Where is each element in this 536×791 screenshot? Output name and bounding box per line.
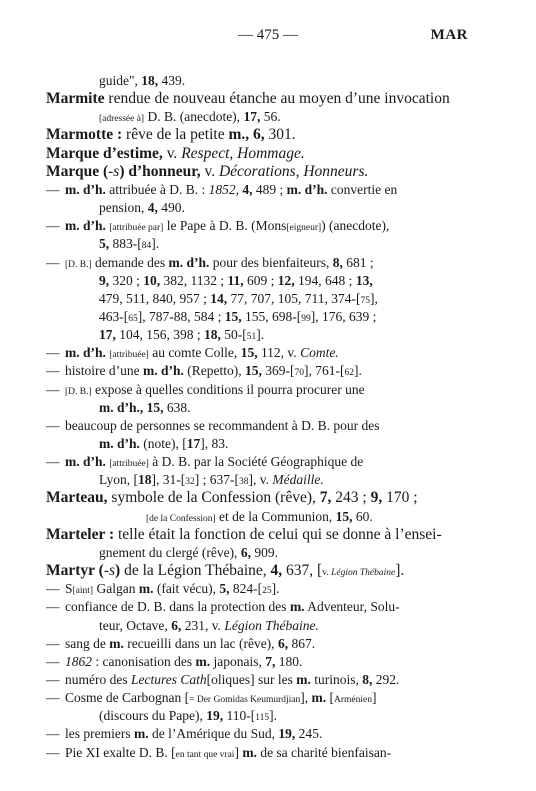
text-segment: Marmotte : [46,126,123,144]
text-segment: ], 31-[ [151,472,186,488]
text-segment: 382, 1132 ; [160,272,228,288]
continuation-line [99,617,319,634]
text-segment: à D. B. par la Société Géographique de [148,454,364,470]
em-dash: — [46,417,60,433]
em-dash: — [46,726,60,742]
text-segment: 609 ; [243,272,278,288]
text-segment: ]. [271,581,280,597]
text-segment: pour des bienfaiteurs, [209,254,333,270]
text-segment: 301. [264,126,296,144]
text-segment: Marteau, [46,489,108,507]
em-dash: — [46,363,60,379]
text-segment: m. d’h., [99,399,144,415]
text-segment: 32 [185,477,195,488]
text-segment: ]. [353,363,362,379]
continuation-line [99,199,185,216]
subentry-line [46,580,280,600]
text-segment: 231, v. [181,617,225,633]
text-segment: 56. [260,109,281,125]
continuation-line [99,108,281,128]
subentry-line [46,254,374,274]
text-segment: 15, [335,508,353,524]
continuation-line [99,272,373,289]
subentry-line [46,635,315,652]
text-segment: 9, [99,272,110,288]
text-segment: Lectures Cath [130,671,207,687]
text-segment: histoire d’une [65,363,143,379]
text-segment: turinois, [310,671,363,687]
headword-line [46,126,296,143]
text-segment: [adressée à] [99,114,145,125]
running-head: MAR [430,27,468,43]
text-segment: Adventeur, Solu- [304,599,400,615]
text-segment: ) (anecdote), [321,218,390,234]
text-segment: 245. [295,726,323,742]
text-segment: 170 ; [382,489,418,507]
text-segment: le Pape à D. B. (Mons [163,218,287,234]
text-segment: 12, [277,272,295,288]
text-segment: 50-[ [220,327,247,343]
continuation-line [99,471,324,491]
text-segment: m. [296,671,311,687]
text-segment: 11, [227,272,244,288]
text-segment: = Der Gomidas Keumurdjian [189,695,301,706]
em-dash: — [46,635,60,651]
text-segment: au comte Colle, [148,345,241,361]
text-segment: m., [228,126,250,144]
text-segment: m. [311,690,327,706]
text-segment: m. [195,653,211,669]
continuation-line [99,707,277,727]
text-segment: ], [370,290,378,306]
text-segment: -s [103,562,116,580]
text-segment: 70 [294,368,304,379]
text-segment: Marmite [46,90,105,108]
text-segment: m. d’h. [65,181,106,197]
text-segment: Médaille. [272,472,324,488]
text-segment: teur, Octave, [99,617,172,633]
text-segment: Légion Thébaine [331,568,396,579]
text-segment: 19, [278,726,296,742]
text-segment: les premiers [65,726,134,742]
text-segment: 681 ; [342,254,374,270]
text-segment: 1852, [208,181,239,197]
text-segment: -s [108,162,120,180]
text-segment: 369-[ [261,363,295,379]
text-segment: et de la Communion, [215,508,336,524]
text-segment: Comte. [300,345,339,361]
text-segment: guide", [99,73,142,88]
em-dash: — [46,218,60,234]
subentry-line [46,453,363,473]
headword-line [46,163,368,180]
text-segment: [oliques] [206,671,255,687]
text-segment: 51 [246,332,257,343]
text-segment: 6, [171,617,182,633]
text-segment: : canonisation des [92,653,196,669]
text-segment: de l’Amérique du Sud, [148,726,279,742]
text-segment: 292. [372,671,400,687]
text-segment: 243 ; [331,489,371,507]
text-segment: 479, 511, 840, 957 ; [99,290,211,306]
text-segment: recueilli dans un lac (rêve), [123,635,278,651]
text-segment: 8, [332,254,343,270]
text-segment: [ [326,690,335,706]
text-segment: Galgan [93,581,139,597]
text-segment: ]. [151,236,160,252]
text-segment: confiance de D. B. dans la protection des [65,599,290,615]
text-segment: ] [372,690,377,706]
text-segment: rêve de la petite [122,126,229,144]
text-segment: 4, [270,562,283,580]
headword-line [46,562,404,582]
text-segment: de sa charité bienfaisan- [256,744,392,760]
text-segment: (note), [ [139,436,187,451]
text-segment: m. [289,599,305,615]
text-segment: 180. [275,653,303,669]
text-segment: 194, 648 ; [294,272,356,288]
em-dash: — [46,599,60,615]
text-segment: 439. [158,73,186,88]
page-number: — 475 — [238,27,298,43]
em-dash: — [46,690,60,706]
text-segment: 110-[ [223,708,256,724]
text-segment: [eigneur] [286,223,322,234]
text-segment: 883-[ [109,236,142,252]
text-segment: ]. [256,327,265,343]
text-segment: 18, [204,327,221,343]
subentry-line [46,725,322,742]
text-segment: 15, [240,345,258,361]
continuation-line [146,508,373,528]
text-segment: 4, [242,181,253,197]
text-segment: 25 [262,586,272,597]
text-segment: telle était la fonction de celui qui se donne à l’ensei- [114,525,442,543]
text-segment: Pie XI exalte D. B. [ [65,744,176,760]
text-segment: 5, [99,236,110,252]
text-segment: m. d’h. [65,345,106,361]
text-segment: m. [109,635,124,651]
text-segment: ]. [269,708,278,724]
text-segment: Légion Thébaine. [224,617,319,633]
text-segment: numéro des [65,671,131,687]
text-segment: 18 [138,472,152,488]
text-segment: 17, [99,327,116,343]
text-segment: expose à quelles conditions il pourra procurer une [91,381,365,397]
text-segment: 13, [355,272,373,288]
text-segment: 155, 698-[ [241,308,302,324]
text-segment: gnement du clergé (rêve), [99,544,241,560]
text-segment: [D. B.] [65,259,92,270]
text-segment: 104, 156, 398 ; [115,327,205,343]
text-segment: 463-[ [99,308,129,324]
text-segment: ], 761-[ [303,363,345,379]
text-segment: Martyr ( [46,562,104,580]
text-segment: 115 [255,713,270,724]
em-dash: — [46,581,60,597]
text-segment: S [65,581,73,597]
text-segment: 637, [ [282,562,323,580]
text-segment: 6, [240,544,251,560]
text-segment: m. [133,726,149,742]
text-segment: (fait vécu), [153,581,220,597]
text-segment: m. d’h. [168,254,210,270]
em-dash: — [46,181,60,197]
text-segment: 6, [277,635,289,651]
subentry-line [46,381,365,401]
continuation-line [99,308,376,328]
em-dash: — [46,744,60,760]
text-segment: 15, [146,399,164,415]
text-segment: 15, [244,363,262,379]
text-segment: m. d’h. [142,363,184,379]
text-segment: ] ; 637-[ [194,472,239,488]
text-segment: Respect, Hommage. [181,144,305,162]
continuation-line [99,290,378,310]
text-segment: v. [322,568,332,579]
text-segment: 15, [224,308,242,324]
text-segment: 112, v. [257,345,301,361]
em-dash: — [46,345,60,361]
text-segment: 18, [141,73,159,88]
text-segment: m. [242,744,257,760]
text-segment: v. [162,144,182,162]
text-segment: 60. [352,508,373,524]
text-segment: ]. [395,562,405,580]
continuation-line [99,544,278,561]
text-segment: 62 [344,368,354,379]
text-segment: m. d’h. [65,454,106,470]
text-segment: japonais, [210,653,266,669]
text-segment: [attribuée] [109,459,149,470]
text-segment: sur les [254,671,297,687]
text-segment: ], 83. [200,436,229,451]
text-segment: m. d’h. [99,436,140,451]
headword-line [46,90,450,107]
text-segment: ], 176, 639 ; [310,308,377,324]
text-segment: v. [200,162,219,180]
text-segment: 10, [143,272,161,288]
text-segment: convertie en [327,181,398,197]
text-segment: rendue de nouveau étanche au moyen d’une invocation [104,90,450,108]
text-segment: 17 [186,436,201,451]
text-segment: 1862 [65,653,92,669]
text-segment: de la Légion Thébaine, [120,562,271,580]
text-segment: 6, [253,126,265,144]
text-segment: 320 ; [109,272,144,288]
em-dash: — [46,454,60,470]
text-segment: ) d’honneur, [119,162,201,180]
continuation-line [99,326,264,346]
text-segment: [D. B.] [65,386,92,397]
text-segment: 17, [243,109,261,125]
subentry-line [46,181,397,198]
text-segment: 5, [219,581,230,597]
text-segment: 19, [206,708,224,724]
text-segment: ], v. [248,472,273,488]
em-dash: — [46,653,60,669]
text-segment: 75 [360,295,370,306]
subentry-line [46,671,399,688]
text-segment: ], 787-88, 584 ; [137,308,225,324]
text-segment: beaucoup de personnes se recommandent à D. B. pour des [65,417,380,433]
text-segment: D. B. (anecdote), [144,109,244,125]
text-segment: m. [138,581,154,597]
subentry-line [46,744,391,764]
text-segment: 84 [141,241,152,252]
text-segment: ], [300,690,312,706]
headword-line [46,526,442,543]
subentry-line [46,417,380,434]
subentry-line [46,689,377,709]
continuation-line [99,399,191,416]
text-segment: (Repetto), [183,363,245,379]
subentry-line [46,362,362,382]
text-segment: Cosme de Carbognan [ [65,690,190,706]
continuation-line [99,72,185,89]
text-segment: [attribuée] [109,350,149,361]
text-segment: Arménien [334,695,373,706]
text-segment: 8, [362,671,373,687]
text-segment: 38 [239,477,249,488]
text-segment: 4, [147,200,158,216]
text-segment: 909. [250,544,278,560]
text-segment: Marque d’estime, [46,144,163,162]
text-segment: 490. [157,200,185,216]
subentry-line [46,344,339,364]
text-segment: m. d’h. [286,181,328,197]
text-segment: [de la Confession] [146,513,216,524]
headword-line [46,489,418,506]
text-segment: 99 [301,313,311,324]
text-segment: en tant que vrai [175,749,235,760]
text-segment: attribuée à D. B. : [105,181,209,197]
text-segment: (discours du Pape), [99,708,207,724]
text-segment: Lyon, [ [99,472,138,488]
text-segment: pension, [99,200,148,216]
text-segment: m. d’h. [65,218,106,234]
text-segment: 824-[ [229,581,263,597]
text-segment: 489 ; [252,181,287,197]
text-segment: sang de [65,635,110,651]
headword-line [46,145,305,162]
text-segment: [attribuée par] [109,223,164,234]
subentry-line [46,217,389,237]
subentry-line [46,598,400,615]
continuation-line [99,435,228,452]
text-segment: 14, [210,290,228,306]
text-segment: demande des [91,254,169,270]
text-segment: 867. [288,635,316,651]
em-dash: — [46,254,60,270]
text-segment: 638. [163,399,191,415]
text-segment: symbole de la Confession (rêve), [107,489,320,507]
text-segment: 77, 707, 105, 711, 374-[ [227,290,361,306]
continuation-line [99,235,159,255]
text-segment: ) [115,562,121,580]
text-segment: Décorations, Honneurs. [218,162,369,180]
text-segment: 7, [319,489,332,507]
em-dash: — [46,381,60,397]
text-segment: Marteler : [46,525,115,543]
text-segment: 7, [265,653,276,669]
text-segment: 65 [128,313,138,324]
text-segment: [aint] [72,586,94,597]
em-dash: — [46,671,60,687]
text-segment: Marque ( [46,162,109,180]
text-segment: ] [234,744,243,760]
text-segment: 9, [370,489,383,507]
subentry-line [46,653,302,670]
